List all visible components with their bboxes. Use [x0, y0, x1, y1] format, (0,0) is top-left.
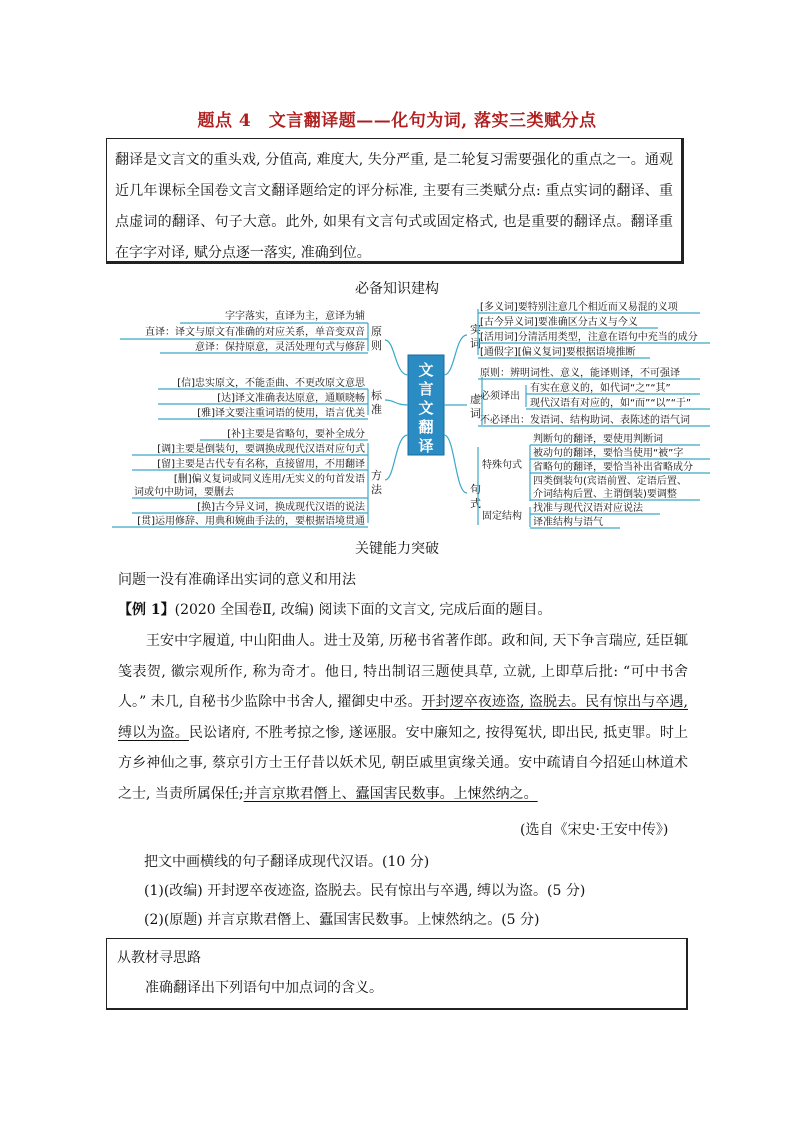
- standard-item: [信]忠实原文，不能歪曲、不更改原文意思: [177, 378, 365, 389]
- sentence-item: 判断句的翻译，要使用判断词: [533, 434, 663, 445]
- method-item: [留]主要是古代专有名称，直接留用，不用翻译: [157, 459, 365, 470]
- sentence-item: 省略句的翻译，要恰当补出省略成分: [533, 462, 693, 473]
- method-item: [贯]运用修辞、用典和婉曲手法的，要根据语境贯通: [137, 516, 365, 527]
- sentence-item: 四类倒装句(宾语前置、定语后置、: [533, 476, 687, 487]
- center-char: 译: [418, 437, 434, 455]
- problem-title: 问题一没有准确译出实词的意义和用法: [118, 572, 356, 588]
- label-function-word: 词: [470, 407, 481, 420]
- sentence-item: 被动句的翻译，要恰当使用“被”字: [533, 448, 684, 459]
- method-item: 词或句中助词，要删去: [134, 487, 234, 498]
- think-box: [106, 938, 688, 1010]
- center-char: 文: [418, 399, 434, 417]
- sentence-item-special: 特殊句式: [482, 460, 522, 471]
- label-sentence: 式: [470, 497, 481, 510]
- question-2: (2)(原题) 并言京欺君僭上、蠹国害民数事。上悚然纳之。(5 分): [144, 912, 540, 928]
- label-content-word: 实: [470, 323, 481, 336]
- function-item: 原则：辨明词性、意义，能译则译，不可强译: [480, 368, 680, 379]
- label-function-word: 虚: [470, 393, 481, 406]
- standard-item: [达]译文准确表达原意，通顺晓畅: [217, 393, 365, 404]
- passage-text: 民讼诸府, 不胜考掠之惨, 遂诬服。安中廉知之, 按得冤状, 即出民, 抵吏罪。时上方乡神仙之事, 蔡京引方士王仔昔以妖术见, 朝臣戚里寅缘关通。安中疏请自今招延山林道术之士, 当责所属保任;: [118, 724, 689, 802]
- question-1: (1)(改编) 开封逻卒夜迹盗, 盗脱去。民有惊出与卒遇, 缚以为盗。(5 分): [144, 883, 586, 899]
- label-sentence: 句: [470, 483, 481, 496]
- sentence-item: 找准与现代汉语对应说法: [533, 503, 643, 514]
- sentence-item-fixed: 固定结构: [482, 511, 522, 522]
- standard-item: [雅]译文要注重词语的使用，语言优美: [197, 408, 365, 419]
- principle-item: 字字落实，直译为主，意译为辅: [225, 311, 365, 322]
- content-item: [古今异义词]要准确区分古义与今义: [480, 317, 638, 328]
- label-method: 法: [371, 483, 382, 496]
- method-item: [换]古今异义词，换成现代汉语的说法: [197, 502, 365, 513]
- function-item: 有实在意义的，如代词“之”“其”: [530, 383, 671, 394]
- principle-item: 意译：保持原意，灵活处理句式与修辞: [195, 342, 365, 353]
- passage: [118, 626, 688, 809]
- page-title: 题点 4 文言翻译题——化句为词, 落实三类赋分点: [197, 111, 597, 131]
- intro-box: 翻译是文言文的重头戏, 分值高, 难度大, 失分严重, 是二轮复习需要强化的重点之一。通观近几年课标全国卷文言文翻译题给定的评分标准, 主要有三类赋分点: 重点实词的翻译、重点虚词的翻译、句子大意。此外, 如果有文言句式或固定格式, 也是重要的翻译点。翻译重在字字对译, 赋分点逐一落实, 准确到位。: [106, 138, 684, 264]
- function-item: 现代汉语有对应的，如“而”“以”“于”: [530, 398, 692, 409]
- method-item: [补]主要是省略句，要补全成分: [227, 429, 365, 440]
- label-content-word: 词: [470, 337, 481, 350]
- example-intro: (2020 全国卷Ⅱ, 改编) 阅读下面的文言文, 完成后面的题目。: [174, 602, 552, 618]
- label-principle: 则: [371, 339, 382, 352]
- mind-map: [110, 295, 710, 530]
- content-item: [活用词]分清活用类型，注意在语句中充当的成分: [480, 332, 698, 343]
- ability-heading: 关键能力突破: [355, 541, 439, 557]
- center-char: 文: [418, 361, 434, 379]
- label-standard: 标: [371, 389, 382, 402]
- sentence-item: 译准结构与语气: [533, 517, 603, 528]
- function-item-must: 必须译出: [480, 391, 520, 402]
- example-label: 【例 1】: [118, 602, 175, 618]
- question-instruction: 把文中画横线的句子翻译成现代汉语。(10 分): [144, 854, 430, 870]
- content-item: [多义词]要特别注意几个相近而又易混的义项: [480, 302, 678, 313]
- think-text: 准确翻译出下列语句中加点词的含义。: [145, 980, 383, 996]
- passage-text: 王安中字履道, 中山阳曲人。进士及第, 历秘书省著作郎。政和间, 天下争言瑞应, 廷臣辄笺表贺, 徽宗观所作, 称为奇才。他日, 特出制诏三题使具草, 立就, 上即草后批: “可中书舍人。” 未几, 自秘书少监除中书舍人, 擢御史中丞。: [118, 633, 688, 710]
- knowledge-heading: 必备知识建构: [355, 281, 439, 297]
- example-line: [118, 600, 551, 620]
- function-item: 不必译出：发语词、结构助词、表陈述的语气词: [480, 415, 690, 426]
- label-method: 方: [371, 469, 382, 482]
- passage-source: (选自《宋史·王安中传》): [520, 822, 669, 838]
- content-item: [通假字][偏义复词]要根据语境推断: [480, 347, 636, 358]
- underlined-sentence-1: 开封逻卒夜迹盗, 盗脱去。民有惊出与卒遇, 缚以为盗。: [118, 694, 688, 741]
- think-title: 从教材寻思路: [117, 950, 201, 966]
- center-char: 言: [418, 380, 434, 398]
- label-principle: 原: [371, 325, 382, 338]
- method-item: [调]主要是倒装句，要调换成现代汉语对应句式: [157, 444, 365, 455]
- underlined-sentence-2: 并言京欺君僭上、蠹国害民数事。上悚然纳之。: [243, 785, 538, 802]
- label-standard: 准: [371, 403, 382, 416]
- principle-item: 直译：译文与原文有准确的对应关系，单音变双音: [145, 327, 365, 338]
- sentence-item: 介词结构后置、主谓倒装)要调整: [533, 489, 677, 500]
- method-item: [删]偏义复词或同义连用/无实义的句首发语: [173, 474, 365, 485]
- center-char: 翻: [418, 418, 434, 436]
